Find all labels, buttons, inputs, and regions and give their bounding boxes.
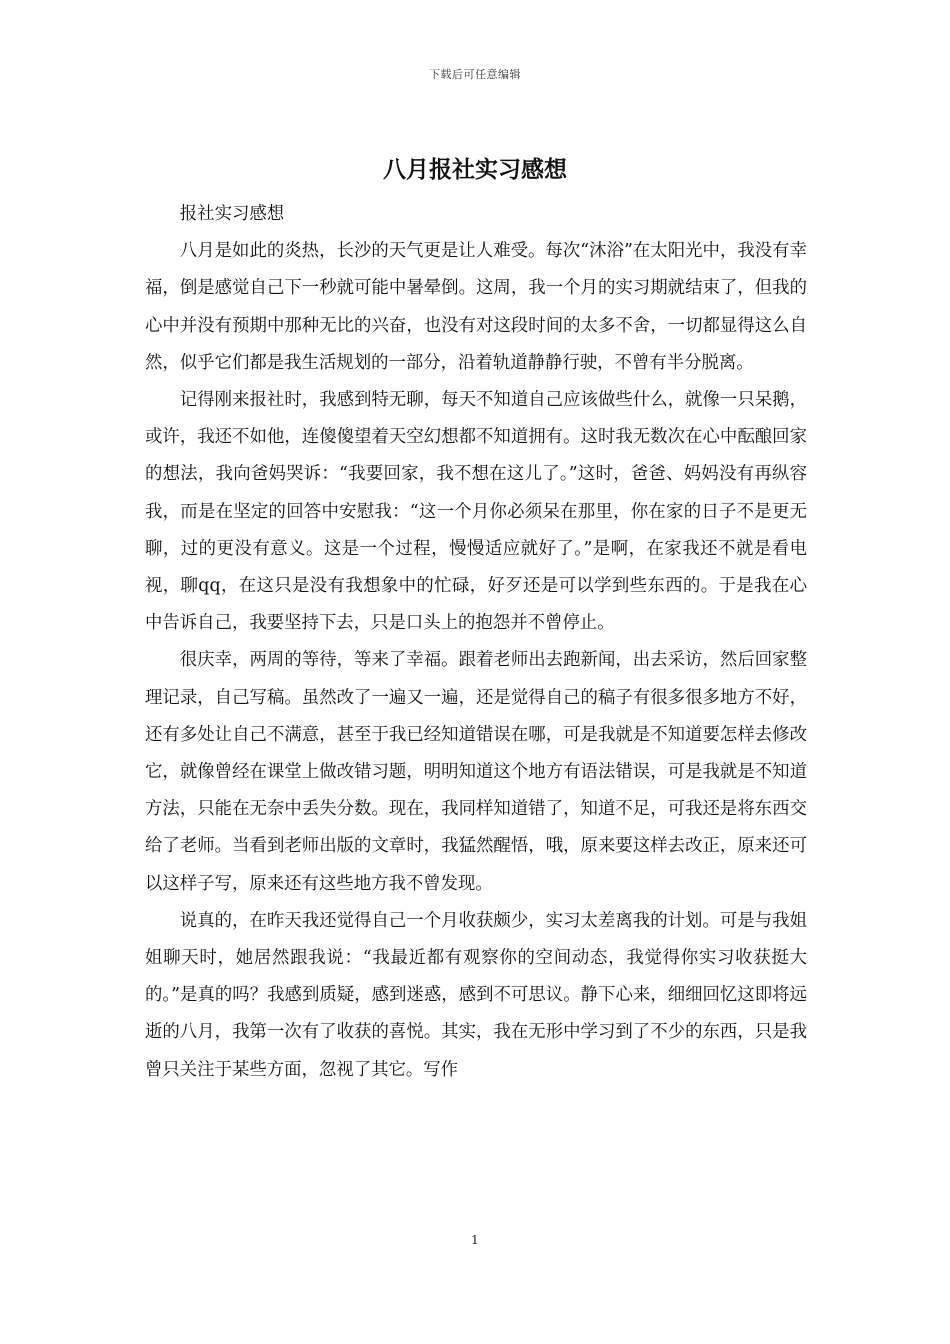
document-body [145, 196, 807, 1089]
paragraph: 记得刚来报社时，我感到特无聊，每天不知道自己应该做些什么，就像一只呆鹅，或许，我还不如他，连傻傻望着天空幻想都不知道拥有。这时我无数次在心中酝酿回家的想法，我向爸妈哭诉：“我要回家，我不想在这儿了。”这时，爸爸、妈妈没有再纵容我，而是在坚定的回答中安慰我：“这一个月你必须呆在那里，你在家的日子不是更无聊，过的更没有意义。这是一个过程，慢慢适应就好了。”是啊，在家我还不就是看电视，聊qq，在这只是没有我想象中的忙碌，好歹还是可以学到些东西的。于是我在心中告诉自己，我要坚持下去，只是口头上的抱怨并不曾停止。 [145, 390, 807, 634]
paragraph: 八月是如此的炎热，长沙的天气更是让人难受。每次“沐浴”在太阳光中，我没有幸福，倒是感觉自己下一秒就可能中暑晕倒。这周，我一个月的实习期就结束了，但我的心中并没有预期中那种无比的兴奋，也没有对这段时间的太多不舍，一切都显得这么自然，似乎它们都是我生活规划的一部分，沿着轨道静静行驶，不曾有半分脱离。 [145, 241, 807, 373]
paragraph: 说真的，在昨天我还觉得自己一个月收获颇少，实习太差离我的计划。可是与我姐姐聊天时，她居然跟我说：“我最近都有观察你的空间动态，我觉得你实习收获挺大的。”是真的吗？我感到质疑，感到迷惑，感到不可思议。静下心来，细细回忆这即将远逝的八月，我第一次有了收获的喜悦。其实，我在无形中学习到了不少的东西，只是我曾只关注于某些方面，忽视了其它。写作 [145, 910, 807, 1080]
document-title: 八月报社实习感想 [383, 156, 567, 183]
paragraph-subtitle: 报社实习感想 [179, 204, 285, 224]
header-note: 下载后可任意编辑 [429, 68, 521, 81]
paragraph: 很庆幸，两周的等待，等来了幸福。跟着老师出去跑新闻，出去采访，然后回家整理记录，自己写稿。虽然改了一遍又一遍，还是觉得自己的稿子有很多很多地方不好，还有多处让自己不满意，甚至于我已经知道错误在哪，可是我就是不知道要怎样去修改它，就像曾经在课堂上做改错习题，明明知道这个地方有语法错误，可是我就是不知道方法，只能在无奈中丢失分数。现在，我同样知道错了，知道不足，可我还是将东西交给了老师。当看到老师出版的文章时，我猛然醒悟，哦，原来要这样去改正，原来还可以这样子写，原来还有这些地方我不曾发现。 [145, 650, 807, 894]
page-number: 1 [471, 1233, 479, 1247]
